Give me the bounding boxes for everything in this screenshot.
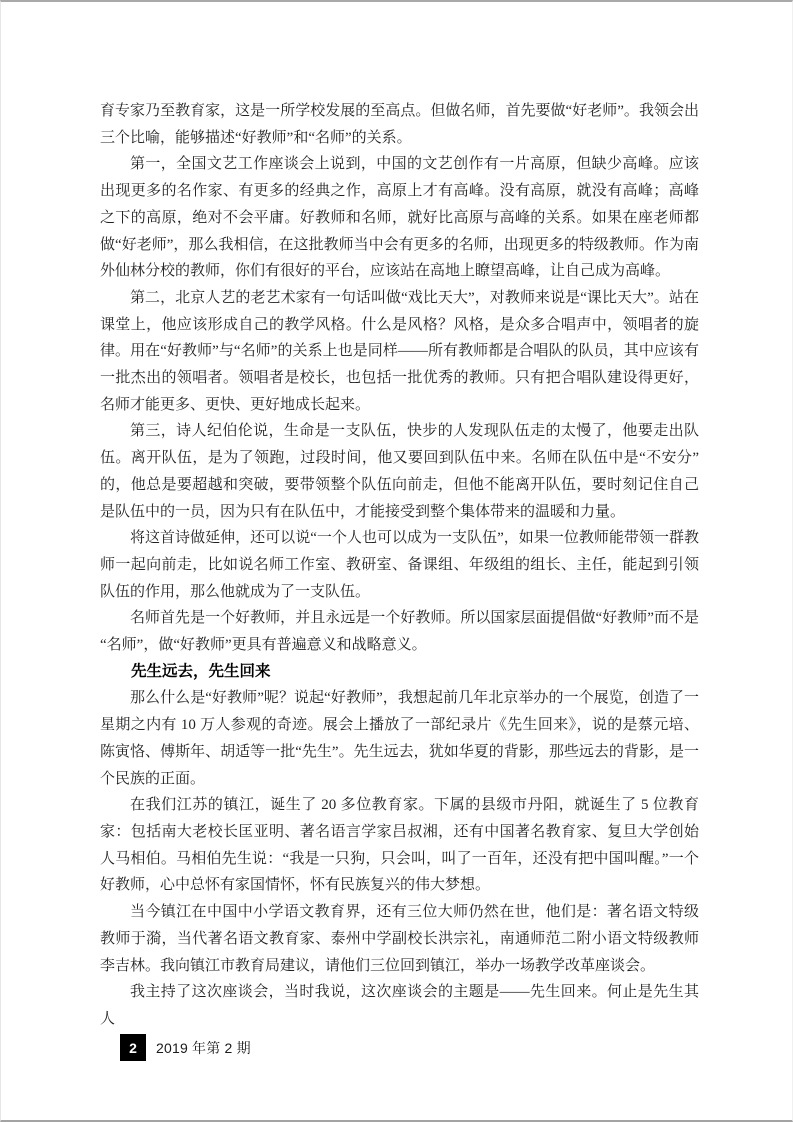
body-paragraph: 当今镇江在中国中小学语文教育界，还有三位大师仍然在世，他们是：著名语文特级教师于漪，当代著名语文教育家、泰州中学副校长洪宗礼，南通师范二附小语文特级教师李吉林。我向镇江市教育局建议，请他们三位回到镇江，举办一场教学改革座谈会。	[100, 904, 699, 974]
body-paragraph: 第三，诗人纪伯伦说，生命是一支队伍，快步的人发现队伍走的太慢了，他要走出队伍。离开队伍，是为了领跑，过段时间，他又要回到队伍中来。名师在队伍中是“不安分”的，他总是要超越和突破，要带领整个队伍向前走，但他不能离开队伍，要时刻记住自己是队伍中的一员，因为只有在队伍中，才能接受到整个集体带来的温暖和力量。	[100, 423, 699, 520]
body-paragraph: 在我们江苏的镇江，诞生了 20 多位教育家。下属的县级市丹阳，就诞生了 5 位教育家：包括南大老校长匡亚明、著名语言学家吕叔湘，还有中国著名教育家、复旦大学创始人马相伯。马相伯先生说：“我是一只狗，只会叫，叫了一百年，还没有把中国叫醒。”一个好教师，心中总怀有家国情怀，怀有民族复兴的伟大梦想。	[100, 797, 699, 894]
body-paragraph: 将这首诗做延伸，还可以说“一个人也可以成为一支队伍”，如果一位教师能带领一群教师一起向前走，比如说名师工作室、教研室、备课组、年级组的组长、主任，能起到引领队伍的作用，那么他就成为了一支队伍。	[100, 530, 699, 600]
body-paragraph: 名师首先是一个好教师，并且永远是一个好教师。所以国家层面提倡做“好教师”而不是“名师”，做“好教师”更具有普遍意义和战略意义。	[100, 610, 699, 654]
body-paragraph: 我主持了这次座谈会，当时我说，这次座谈会的主题是——先生回来。何止是先生其人	[100, 984, 699, 1027]
body-paragraph: 育专家乃至教育家，这是一所学校发展的至高点。但做名师，首先要做“好老师”。我领会出三个比喻，能够描述“好教师”和“名师”的关系。	[100, 103, 699, 146]
section-heading: 先生远去，先生回来	[131, 662, 271, 680]
page-number-badge: 2	[120, 1034, 146, 1061]
body-paragraph: 那么什么是“好教师”呢？说起“好教师”，我想起前几年北京举办的一个展览，创造了一星期之内有 10 万人参观的奇迹。展会上播放了一部纪录片《先生回来》，说的是蔡元培、陈寅恪、傅斯年、胡适等一批“先生”。先生远去，犹如华夏的背影，那些远去的背影，是一个民族的正面。	[100, 690, 699, 787]
issue-label: 2019 年第 2 期	[156, 1039, 251, 1056]
article-body	[100, 98, 699, 1033]
body-paragraph: 第一，全国文艺工作座谈会上说到，中国的文艺创作有一片高原，但缺少高峰。应该出现更多的名作家、有更多的经典之作，高原上才有高峰。没有高原，就没有高峰；高峰之下的高原，绝对不会平庸。好教师和名师，就好比高原与高峰的关系。如果在座老师都做“好老师”，那么我相信，在这批教师当中会有更多的名师，出现更多的特级教师。作为南外仙林分校的教师，你们有很好的平台，应该站在高地上瞭望高峰，让自己成为高峰。	[100, 156, 699, 280]
page-footer	[120, 1034, 251, 1061]
body-paragraph: 第二，北京人艺的老艺术家有一句话叫做“戏比天大”，对教师来说是“课比天大”。站在课堂上，他应该形成自己的教学风格。什么是风格？风格，是众多合唱声中，领唱者的旋律。用在“好教师”与“名师”的关系上也是同样——所有教师都是合唱队的队员，其中应该有一批杰出的领唱者。领唱者是校长，也包括一批优秀的教师。只有把合唱队建设得更好，名师才能更多、更快、更好地成长起来。	[100, 289, 699, 413]
